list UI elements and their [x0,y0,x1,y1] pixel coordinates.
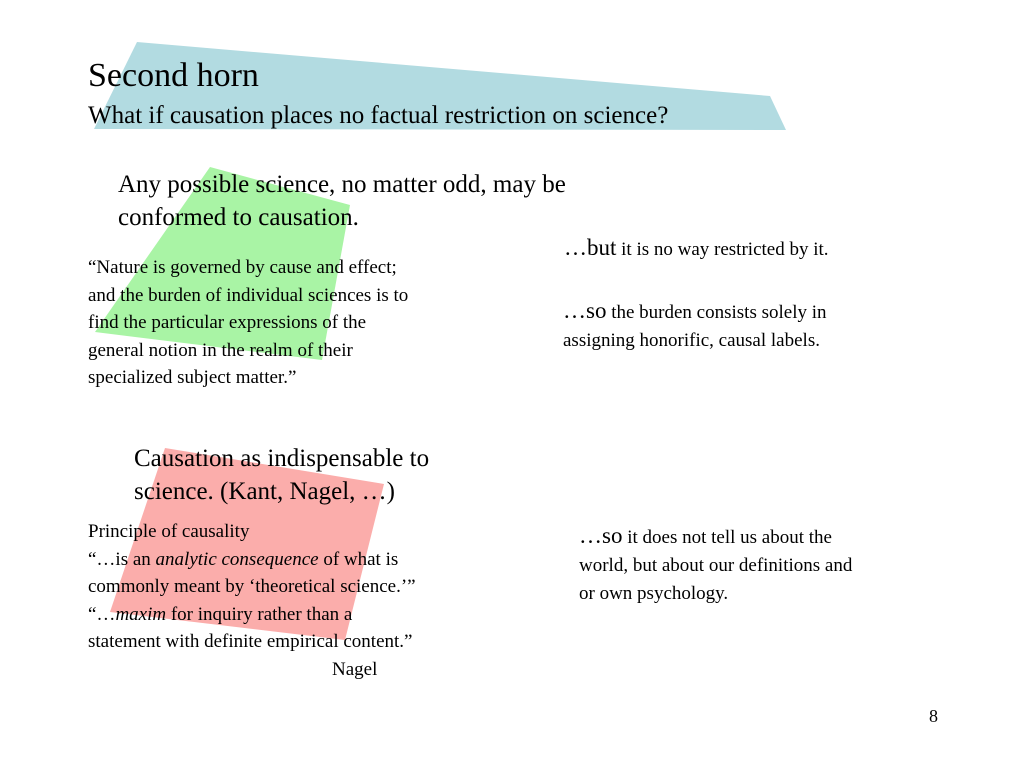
quote-line: and the burden of individual sciences is to [88,284,409,306]
attribution: Nagel [332,659,378,680]
slide-title: Second horn [88,57,259,94]
quote-line: specialized subject matter.” [88,367,297,388]
note-lead: …but [564,235,617,260]
slide-subtitle: What if causation places no factual restriction on science? [88,102,669,129]
note-text: it does not tell us about the [622,527,832,548]
quote-line: find the particular expressions of the [88,312,367,333]
quote-text: “…is an [88,548,156,570]
quote-emphasis: analytic consequence [155,548,319,570]
note-lead: …so [579,523,623,548]
top-heading [118,168,566,234]
note-so-burden [563,297,827,355]
note-text: the burden consists solely in [606,302,827,323]
bottom-heading-line: Causation as indispensable to [134,445,430,472]
quote-text: of what is [318,548,399,570]
quote-text: for inquiry rather than a [166,603,353,625]
note-but [564,234,829,264]
note-text: it is no way restricted by it. [616,239,829,260]
nature-quote [88,254,408,392]
top-heading-line: Any possible science, no matter odd, may be [118,171,566,198]
bottom-heading [134,442,429,508]
quote-emphasis: maxim [115,603,167,625]
note-text: assigning honorific, causal labels. [563,330,820,351]
quote-line: general notion in the realm of their [88,339,353,361]
note-lead: …so [563,298,607,323]
bottom-heading-line: science. (Kant, Nagel, …) [134,478,395,505]
top-heading-line: conformed to causation. [118,204,359,231]
page-number: 8 [929,706,938,726]
principle-label: Principle of causality [88,521,250,542]
quote-text: statement with definite empirical content.” [88,631,413,652]
causality-quotes [88,518,416,656]
quote-text: commonly meant by ‘theoretical science.’” [88,576,416,597]
note-so-definitions [579,522,852,608]
quote-text: “… [88,603,116,625]
quote-line: “Nature is governed by cause and effect; [88,257,397,278]
note-text: world, but about our definitions and [579,555,853,576]
note-text: or own psychology. [579,583,729,604]
